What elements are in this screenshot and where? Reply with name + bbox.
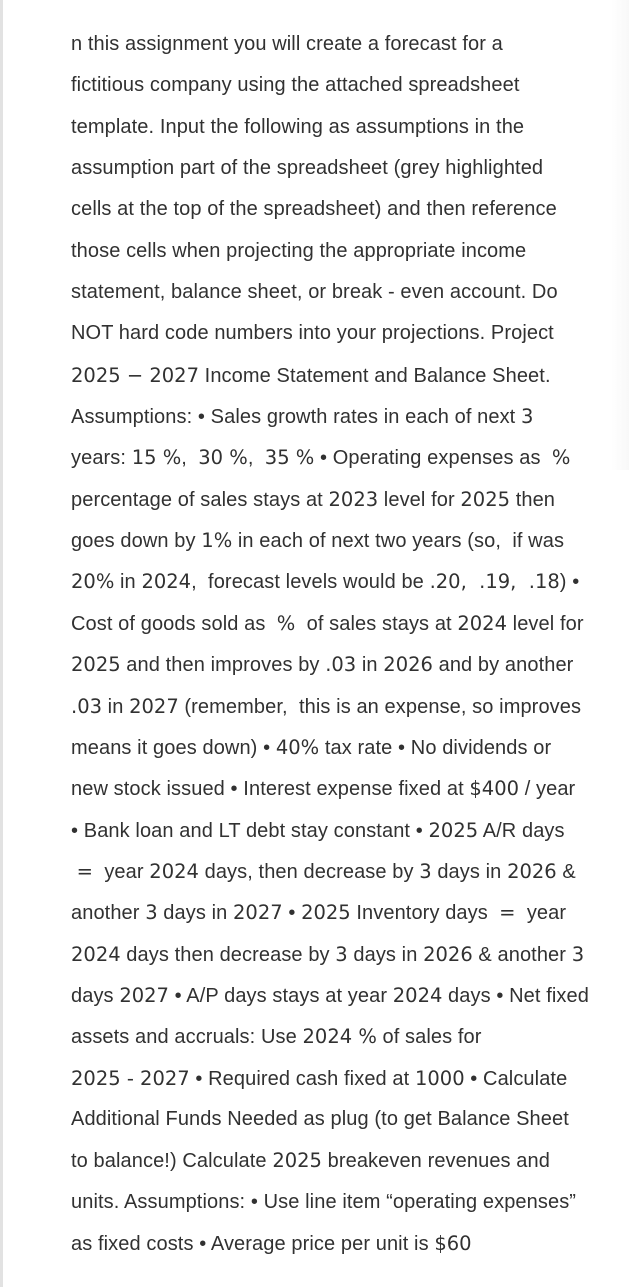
- math-text-segment: 3: [571, 942, 585, 966]
- body-text-segment: Cost of goods sold as: [71, 612, 277, 635]
- math-text-segment: 3: [145, 901, 158, 925]
- math-text-segment: =: [499, 901, 516, 925]
- math-text-segment: 2025: [71, 653, 121, 677]
- text-line: [71, 686, 591, 727]
- body-text-segment: NOT hard code numbers into your projections. Project: [71, 322, 554, 345]
- body-text-segment: to balance!) Calculate: [71, 1150, 273, 1173]
- body-text-segment: • Operating expenses as: [314, 447, 552, 470]
- math-text-segment: 2026: [383, 653, 433, 677]
- body-text-segment: fictitious company using the attached spreadsheet: [71, 74, 520, 97]
- body-text-segment: days in: [157, 902, 234, 925]
- math-text-segment: 2025: [272, 1149, 322, 1173]
- math-text-segment: 40%: [275, 735, 320, 759]
- body-text-segment: level for: [378, 488, 461, 511]
- body-text-segment: and by another: [432, 654, 574, 677]
- body-text-segment: days: [71, 984, 120, 1007]
- math-text-segment: 3: [521, 405, 534, 429]
- body-text-segment: means it goes down) •: [71, 736, 276, 759]
- text-line: [71, 65, 591, 106]
- math-text-segment: 1000: [414, 1066, 465, 1090]
- body-text-segment: Additional Funds Needed as plug (to get Balance Sheet: [71, 1107, 569, 1130]
- math-text-segment: 2024: [71, 942, 121, 966]
- text-line: [71, 644, 591, 685]
- body-text-segment: Assumptions: • Sales growth rates in each of next: [71, 406, 521, 429]
- body-text-segment: then: [510, 488, 556, 511]
- text-line: [71, 1140, 591, 1181]
- text-line: [71, 479, 591, 520]
- body-text-segment: ,: [181, 447, 199, 470]
- body-text-segment: days in: [431, 860, 508, 883]
- body-text-segment: of sales for: [376, 1026, 482, 1049]
- math-text-segment: %: [276, 611, 296, 635]
- body-text-segment: • Required cash fixed at: [189, 1067, 415, 1090]
- text-line: [71, 1099, 591, 1140]
- body-text-segment: template. Input the following as assumptions in the: [71, 115, 525, 138]
- math-text-segment: 2024: [392, 983, 443, 1007]
- body-text-segment: in: [114, 571, 142, 594]
- math-text-segment: =: [76, 859, 94, 883]
- body-text-segment: goes down by: [71, 530, 202, 553]
- page-left-edge-line: [0, 0, 3, 1287]
- body-text-segment: years:: [71, 447, 132, 470]
- body-text-segment: ) •: [559, 571, 580, 594]
- body-text-segment: / year: [519, 778, 576, 801]
- body-text-segment: ,: [247, 447, 265, 470]
- document-text: [71, 24, 591, 1264]
- math-text-segment: 2025 − 2027: [71, 363, 199, 387]
- body-text-segment: units. Assumptions: • Use line item “operating expenses”: [71, 1190, 577, 1213]
- text-line: [71, 727, 591, 768]
- body-text-segment: • Bank loan and LT debt stay constant •: [71, 819, 429, 842]
- text-line: [71, 768, 591, 809]
- body-text-segment: and then improves by: [120, 654, 326, 677]
- math-text-segment: .03: [71, 694, 103, 718]
- text-line: [71, 810, 591, 851]
- math-text-segment: 2026: [423, 942, 473, 966]
- body-text-segment: another: [71, 902, 146, 925]
- body-text-segment: assets and accruals: Use: [71, 1026, 303, 1049]
- body-text-segment: level for: [507, 612, 584, 635]
- body-text-segment: , forecast levels would be: [191, 571, 430, 594]
- body-text-segment: •: [282, 902, 302, 925]
- math-text-segment: 20%: [71, 570, 115, 594]
- text-line: [71, 851, 591, 892]
- page-right-edge-shading: [611, 0, 629, 470]
- text-line: [71, 603, 591, 644]
- body-text-segment: those cells when projecting the appropriate income: [71, 239, 527, 262]
- math-text-segment: 15 %: [131, 446, 182, 470]
- text-line: [71, 396, 591, 437]
- body-text-segment: cells at the top of the spreadsheet) and then reference: [71, 198, 557, 221]
- text-line: [71, 231, 591, 272]
- body-text-segment: tax rate • No dividends or: [319, 736, 552, 759]
- body-text-segment: breakeven revenues and: [321, 1150, 550, 1173]
- math-text-segment: 2026: [507, 859, 557, 883]
- body-text-segment: • Calculate: [464, 1067, 568, 1090]
- body-text-segment: assumption part of the spreadsheet (grey highlighted: [71, 157, 544, 180]
- math-text-segment: 3: [335, 942, 348, 966]
- body-text-segment: days • Net fixed: [442, 984, 589, 1007]
- text-line: [71, 148, 591, 189]
- text-line: [71, 189, 591, 230]
- body-text-segment: (remember, this is an expense, so improves: [178, 695, 582, 718]
- body-text-segment: year: [93, 860, 150, 883]
- body-text-segment: in: [356, 654, 384, 677]
- math-text-segment: 2024: [149, 859, 199, 883]
- text-line: [71, 355, 591, 396]
- math-text-segment: 2025: [460, 487, 511, 511]
- body-text-segment: Income Statement and Balance Sheet.: [199, 364, 551, 387]
- math-text-segment: 2025: [428, 818, 479, 842]
- math-text-segment: .20, .19, .18: [429, 570, 560, 594]
- text-line: [71, 1058, 591, 1099]
- body-text-segment: A/R days: [478, 819, 565, 842]
- math-text-segment: .03: [325, 653, 357, 677]
- text-line: [71, 975, 591, 1016]
- body-text-segment: of sales stays at: [295, 612, 458, 635]
- body-text-segment: days in: [347, 943, 424, 966]
- text-line: [71, 934, 591, 975]
- body-text-segment: in each of next two years (so, if was: [232, 530, 565, 553]
- text-line: [71, 1223, 591, 1264]
- math-text-segment: 2024: [457, 611, 507, 635]
- math-text-segment: $60: [434, 1231, 472, 1255]
- text-line: [71, 1016, 591, 1057]
- math-text-segment: 2025: [301, 901, 351, 925]
- math-text-segment: 2024 %: [302, 1025, 377, 1049]
- body-text-segment: n this assignment you will create a forecast for a: [71, 33, 503, 55]
- body-text-segment: percentage of sales stays at: [71, 488, 329, 511]
- math-text-segment: 1%: [201, 529, 233, 553]
- math-text-segment: 3: [419, 859, 432, 883]
- math-text-segment: 2023: [328, 487, 379, 511]
- body-text-segment: days, then decrease by: [198, 860, 420, 883]
- text-line: [71, 520, 591, 561]
- text-line: [71, 561, 591, 602]
- text-line: [71, 313, 591, 354]
- body-text-segment: new stock issued • Interest expense fixed at: [71, 778, 470, 801]
- math-text-segment: %: [551, 446, 571, 470]
- math-text-segment: $400: [469, 777, 520, 801]
- body-text-segment: statement, balance sheet, or break - even account. Do: [71, 281, 558, 304]
- math-text-segment: 2027: [119, 983, 169, 1007]
- body-text-segment: & another: [472, 943, 572, 966]
- math-text-segment: 2027: [129, 694, 179, 718]
- body-text-segment: as fixed costs • Average price per unit is: [71, 1232, 435, 1255]
- body-text-segment: in: [102, 695, 130, 718]
- body-text-segment: days then decrease by: [120, 943, 336, 966]
- text-line: [71, 107, 591, 148]
- math-text-segment: 30 %: [198, 446, 248, 470]
- text-line: [71, 272, 591, 313]
- math-text-segment: 35 %: [264, 446, 315, 470]
- body-text-segment: Inventory days: [350, 902, 500, 925]
- text-line: [71, 437, 591, 478]
- text-line: [71, 24, 591, 65]
- text-line: [71, 892, 591, 933]
- math-text-segment: 2024: [141, 570, 192, 594]
- body-text-segment: &: [556, 860, 576, 883]
- text-line: [71, 1182, 591, 1223]
- math-text-segment: 2027: [233, 901, 283, 925]
- math-text-segment: 2025 - 2027: [71, 1066, 190, 1090]
- body-text-segment: year: [515, 902, 567, 925]
- body-text-segment: • A/P days stays at year: [168, 984, 393, 1007]
